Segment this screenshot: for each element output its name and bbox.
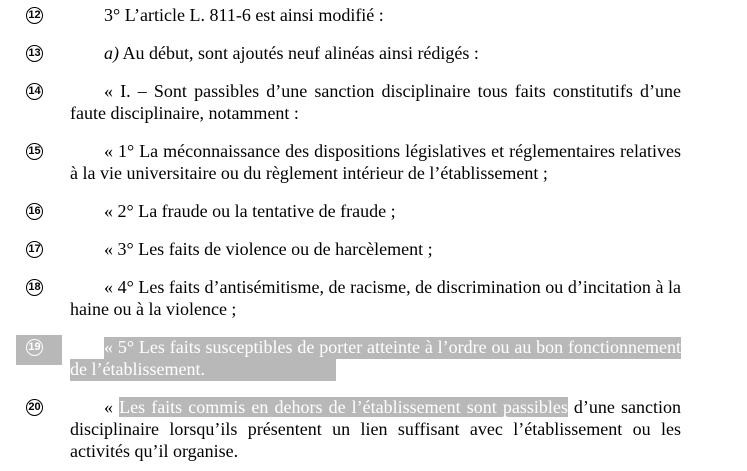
paragraph-16[interactable]: « 2° La fraude ou la tentative de fraude ; [104,201,396,221]
paragraph-20-rest: d’une sanction disciplinaire lorsqu’ils présentent un lien suffisant avec l’établissement ou les activités qu’il organise. [70,397,681,461]
paragraph-number-14: 14 [26,83,43,100]
paragraph-13[interactable] [70,42,681,64]
paragraph-19[interactable]: « 5° Les faits susceptibles de porter atteinte à l’ordre ou au bon fonctionnement de l’établissement. [70,337,681,379]
paragraph-15[interactable]: « 1° La méconnaissance des dispositions législatives et réglementaires relatives à la vie universitaire ou du règlement intérieur de l’établissement ; [70,141,681,183]
paragraph-20[interactable] [70,396,681,462]
paragraph-20-quote: « [104,397,120,417]
paragraph-number-16: 16 [26,203,43,220]
paragraph-14[interactable]: « I. – Sont passibles d’une sanction disciplinaire tous faits constitutifs d’une faute disciplinaire, notamment : [70,81,681,123]
paragraph-13-text: Au début, sont ajoutés neuf alinéas ainsi rédigés : [119,43,479,63]
item-marker-a: a) [104,43,119,63]
paragraph-number-15: 15 [26,143,43,160]
paragraph-18[interactable]: « 4° Les faits d’antisémitisme, de racisme, de discrimination ou d’incitation à la haine ou à la violence ; [70,277,681,319]
paragraph-number-17: 17 [26,241,43,258]
paragraph-number-20: 20 [26,399,43,416]
paragraph-12[interactable]: 3° L’article L. 811-6 est ainsi modifié : [104,5,384,25]
paragraph-20-selected-text: Les faits commis en dehors de l’établissement sont passibles [119,397,568,417]
paragraph-number-18: 18 [26,279,43,296]
paragraph-number-12: 12 [26,7,43,24]
paragraph-number-13: 13 [26,45,43,62]
paragraph-17[interactable]: « 3° Les faits de violence ou de harcèlement ; [104,239,433,259]
paragraph-number-19: 19 [26,339,43,356]
